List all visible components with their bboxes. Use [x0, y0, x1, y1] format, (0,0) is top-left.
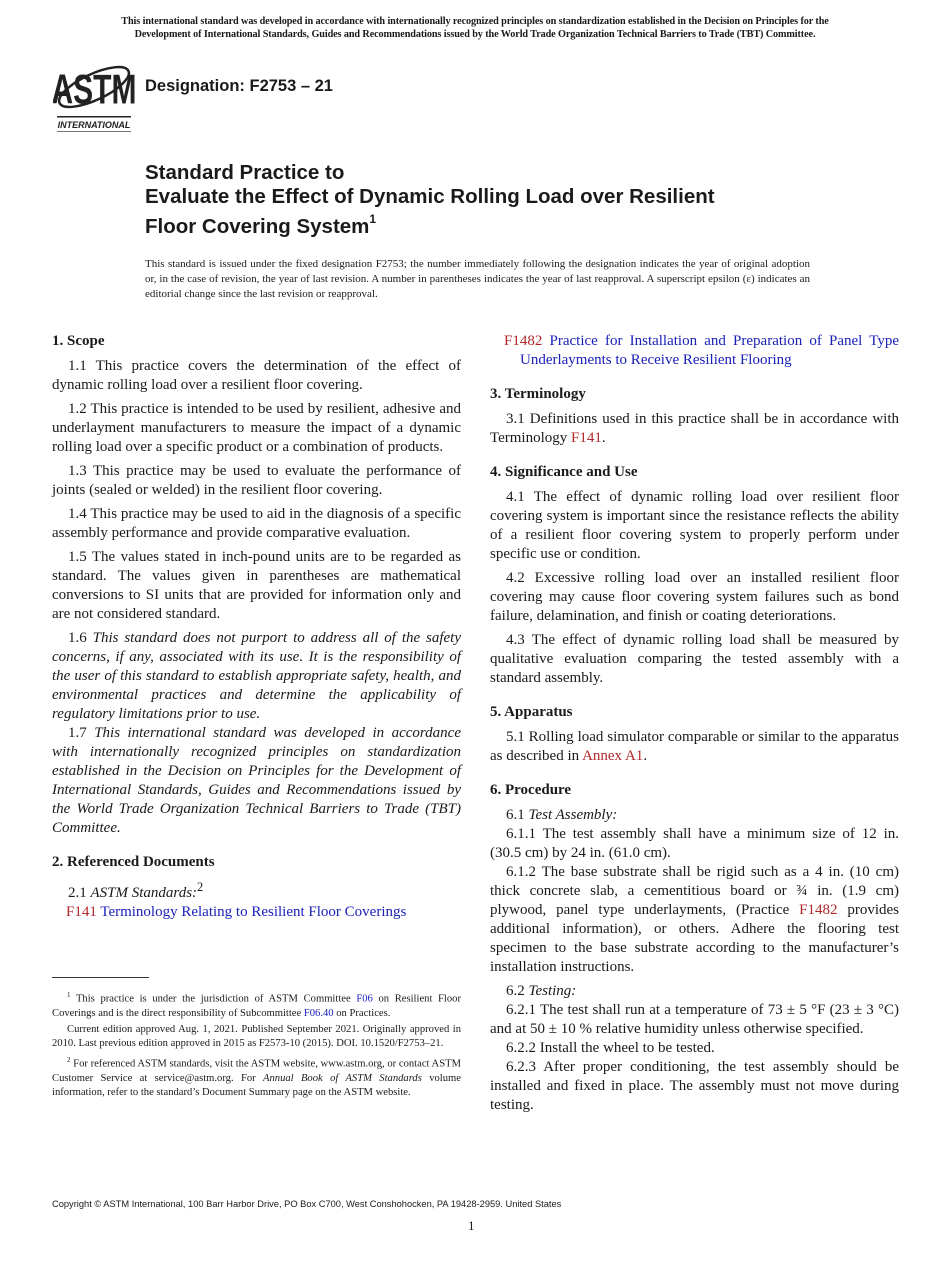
- document-title: [145, 161, 715, 239]
- paragraph-1-1: 1.1 This practice covers the determination of the effect of dynamic rolling load over a resilient floor covering.: [52, 358, 461, 393]
- designation: Designation: F2753 – 21: [145, 77, 333, 95]
- notice-line-1: This international standard was developed in accordance with internationally recognized principles on standardization established in the Decision on Principles for the: [121, 16, 829, 27]
- preface: This standard is issued under the fixed designation F2753; the number immediately following the designation indicates the year of original adoption or, in the case of revision, the year of last revision. A number in parentheses indicates the year of last reapproval. A superscript epsilon (ε) indicates an editorial change since the last revision or reapproval.: [145, 258, 810, 300]
- section-heading-terminology: 3. Terminology: [490, 386, 586, 402]
- paragraph-6-1: 6.1 Test Assembly:: [506, 807, 618, 823]
- section-heading-apparatus: 5. Apparatus: [490, 704, 573, 720]
- paragraph-4-1: 4.1 The effect of dynamic rolling load over resilient floor covering system is important since the resistance reflects the ability of a resilient floor covering system to properly perform under specific use or condition.: [490, 489, 899, 562]
- title-line-1: Standard Practice to: [145, 161, 345, 184]
- paragraph-4-2: 4.2 Excessive rolling load over an installed resilient floor covering may cause floor covering system failures such as bond failure, delamination, and finish or coating deteriorations.: [490, 570, 899, 624]
- reference-f141: [52, 903, 461, 922]
- header-notice: [40, 15, 910, 41]
- paragraph-4-3: 4.3 The effect of dynamic rolling load shall be measured by qualitative evaluation comparing the tested assembly with a standard assembly.: [490, 632, 899, 686]
- paragraph-1-5: 1.5 The values stated in inch-pound units are to be regarded as standard. The values given in parentheses are mathematical conversions to SI units that are provided for information only and are not considered standard.: [52, 549, 461, 622]
- left-column: [52, 332, 461, 922]
- svg-text:INTERNATIONAL: INTERNATIONAL: [57, 120, 131, 130]
- section-heading-significance: 4. Significance and Use: [490, 464, 638, 480]
- astm-logo: [53, 56, 135, 134]
- footnote-1: $^1$ This practice is under the jurisdiction of ASTM Committee F06 on Resilient Floor Coverings and is the direct responsibility of Subcommittee F06.40 on Practices.: [52, 991, 461, 1020]
- title-footnote-mark[interactable]: 1: [369, 212, 377, 226]
- title-line-2: Evaluate the Effect of Dynamic Rolling Load over Resilient: [145, 185, 715, 208]
- page-number: 1: [468, 1218, 475, 1233]
- footnotes: [52, 988, 461, 1102]
- paragraph-6-2-2: 6.2.2 Install the wheel to be tested.: [506, 1040, 715, 1056]
- terminology-f141-link[interactable]: F141: [571, 430, 602, 446]
- reference-code-link[interactable]: F1482: [504, 333, 543, 349]
- paragraph-1-2: 1.2 This practice is intended to be used by resilient, adhesive and underlayment manufacturers to measure the impact of a dynamic rolling load over a specific product or a combination of products.: [52, 401, 461, 455]
- paragraph-6-2: 6.2 Testing:: [506, 983, 577, 999]
- footnote-2-mark[interactable]: 2: [197, 880, 204, 894]
- section-heading-referenced-documents: 2. Referenced Documents: [52, 854, 215, 870]
- paragraph-1-3: 1.3 This practice may be used to evaluate the performance of joints (sealed or welded) in the resilient floor covering.: [52, 463, 461, 498]
- reference-f1482: [490, 332, 899, 370]
- annex-a1-link[interactable]: Annex A1: [582, 748, 644, 764]
- svg-text:ASTM: ASTM: [53, 65, 135, 113]
- edition-note: Current edition approved Aug. 1, 2021. Published September 2021. Originally approved in 2010. Last previous edition approved in 2015 as F2573-10 (2015). DOI. 10.1520/F2753–21.: [52, 1023, 461, 1050]
- reference-code-link[interactable]: F141: [66, 904, 97, 920]
- title-line-3: Floor Covering System$^1$: [145, 212, 377, 238]
- footnote-2: $^2$ For referenced ASTM standards, visit the ASTM website, www.astm.org, or contact ASTM Customer Service at service@astm.org. For Annual Book of ASTM Standards volume information, refer to the standard’s Document Summary page on the ASTM website.: [52, 1055, 461, 1099]
- paragraph-1-4: 1.4 This practice may be used to aid in the diagnosis of a specific assembly performance and provide comparative evaluation.: [52, 506, 461, 541]
- section-heading-procedure: 6. Procedure: [490, 782, 572, 798]
- paragraph-5-1: 5.1 Rolling load simulator comparable or similar to the apparatus as described in Annex A1.: [490, 729, 899, 764]
- copyright: Copyright © ASTM International, 100 Barr Harbor Drive, PO Box C700, West Conshohocken, PA 19428-2959. United States: [52, 1199, 562, 1209]
- reference-title-link[interactable]: Practice for Installation and Preparation of Panel Type Underlayments to Receive Resilient Flooring: [520, 333, 899, 368]
- footnote-divider: [52, 977, 149, 978]
- paragraph-6-1-1: 6.1.1 The test assembly shall have a minimum size of 12 in. (30.5 cm) by 24 in. (61.0 cm).: [490, 826, 899, 861]
- paragraph-2-1: 2.1 ASTM Standards:$^2$: [68, 880, 204, 901]
- astm-logo-icon: [53, 56, 135, 134]
- paragraph-6-2-3: 6.2.3 After proper conditioning, the test assembly should be installed and fixed in place. The assembly must not move during testing.: [490, 1059, 899, 1113]
- subcommittee-f06-40-link[interactable]: F06.40: [303, 1008, 334, 1020]
- paragraph-1-7: 1.7 This international standard was developed in accordance with internationally recognized principles on standardization established in the Decision on Principles for the Development of International Standards, Guides and Recommendations issued by the World Trade Organization Technical Barriers to Trade (TBT) Committee.: [52, 725, 461, 836]
- paragraph-1-6: 1.6 This standard does not purport to address all of the safety concerns, if any, associated with its use. It is the responsibility of the user of this standard to establish appropriate safety, health, and environmental practices and determine the applicability of regulatory limitations prior to use.: [52, 630, 462, 722]
- right-column: [490, 332, 899, 1115]
- paragraph-3-1: 3.1 Definitions used in this practice shall be in accordance with Terminology F141.: [490, 411, 899, 446]
- paragraph-6-2-1: 6.2.1 The test shall run at a temperature of 73 ± 5 °F (23 ± 3 °C) and at 50 ± 10 % relative humidity unless otherwise specified.: [490, 1002, 899, 1037]
- notice-line-2: Development of International Standards, Guides and Recommendations issued by the World Trade Organization Technical Barriers to Trade (TBT) Committee.: [134, 29, 816, 40]
- practice-f1482-link[interactable]: F1482: [799, 902, 838, 918]
- section-heading-scope: 1. Scope: [52, 333, 105, 349]
- reference-title-link[interactable]: Terminology Relating to Resilient Floor Coverings: [100, 904, 407, 920]
- paragraph-6-1-2: 6.1.2 The base substrate shall be rigid such as a 4 in. (10 cm) thick concrete slab, a cementitious board or ¾ in. (1.9 cm) plywood, panel type underlayments, (Practice F1482 provides additional information), or others. Adhere the flooring test specimen to the base substrate according to the manufacturer’s installation instructions.: [490, 864, 899, 975]
- committee-f06-link[interactable]: F06: [356, 993, 373, 1005]
